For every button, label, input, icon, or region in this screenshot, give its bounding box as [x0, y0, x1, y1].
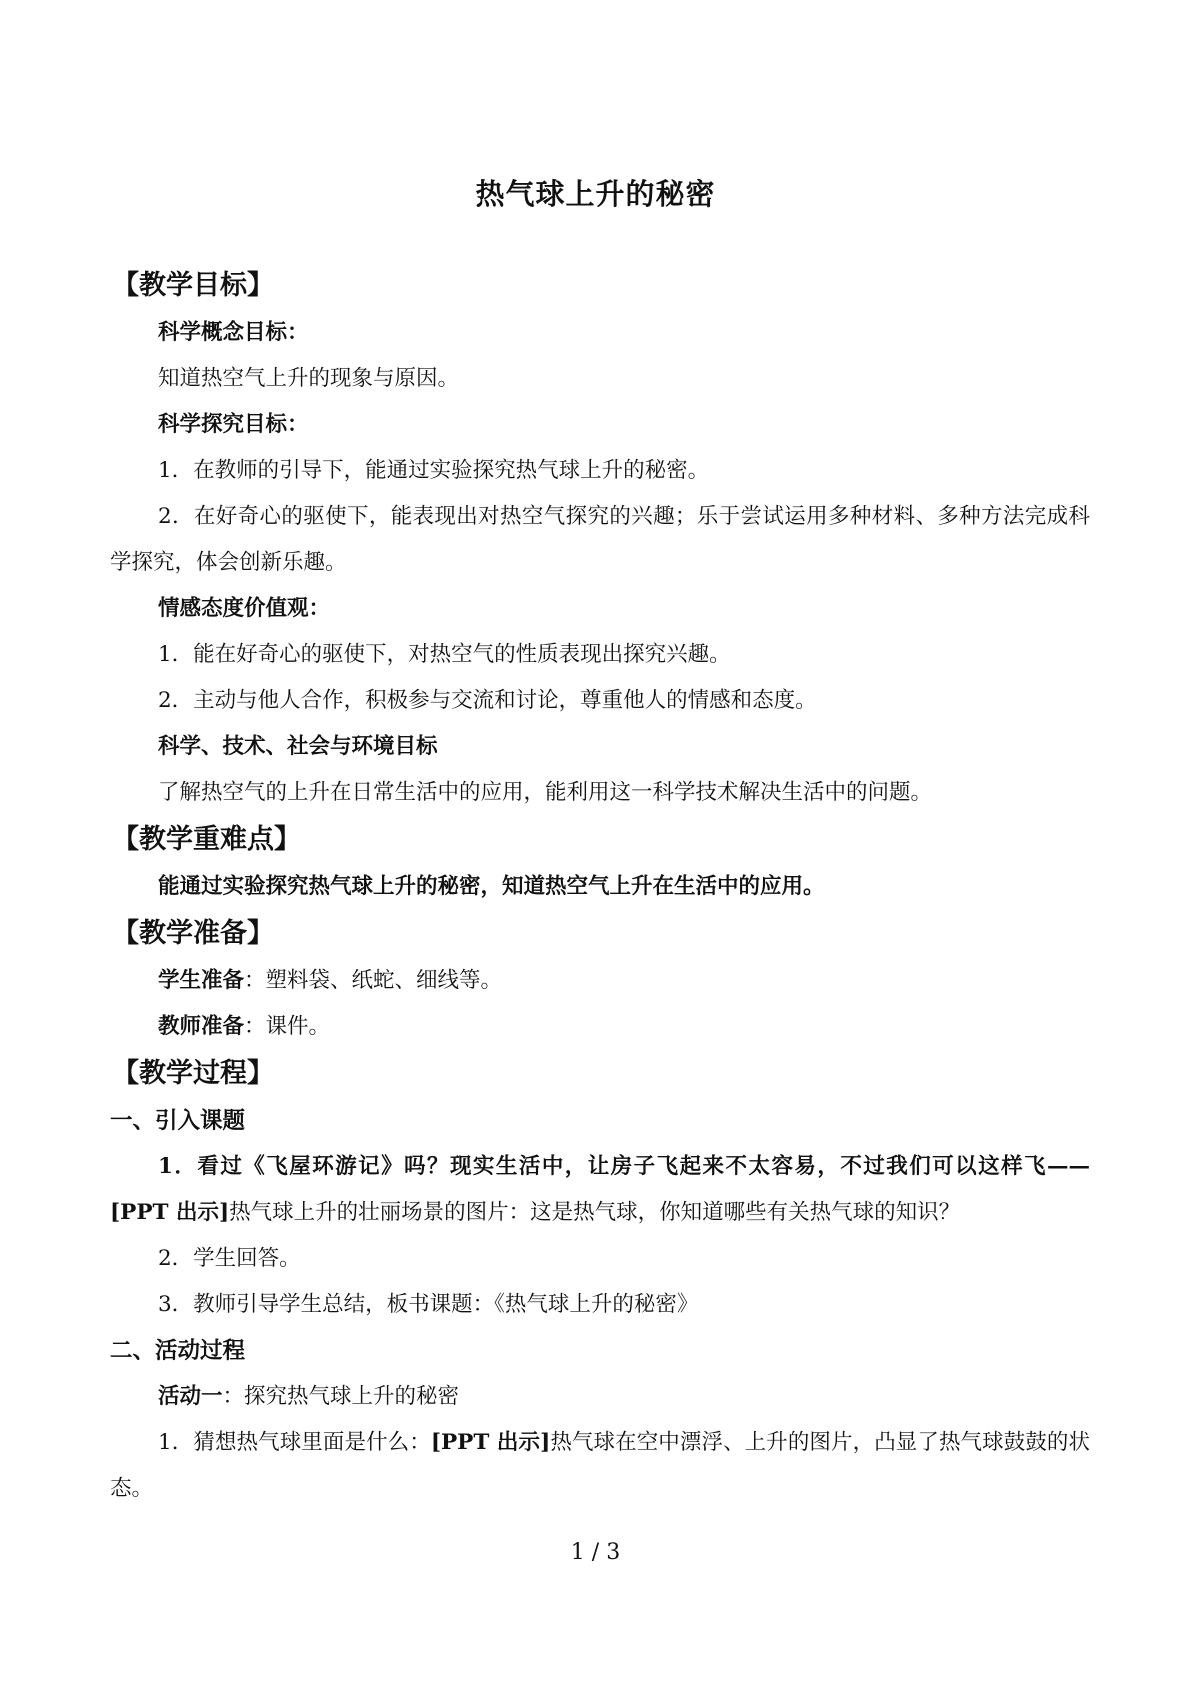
teacher-preparation: [110, 1004, 1090, 1050]
part1-item-1-bold: 1．看过《飞屋环游记》吗？现实生活中，让房子飞起来不太容易，不过我们可以这样飞——[PPT 出示]: [110, 1154, 1090, 1225]
activity1: [110, 1374, 1090, 1420]
page-number: 1 / 3: [570, 1540, 621, 1565]
document-body: [110, 262, 1090, 1512]
section-heading-key-points: 【教学重难点】: [112, 824, 301, 855]
attitude-item: 1．能在好奇心的驱使下，对热空气的性质表现出探究兴趣。: [158, 642, 731, 667]
attitude-item: 2．主动与他人合作，积极参与交流和讨论，尊重他人的情感和态度。: [158, 688, 817, 713]
activity1-item-1-a: 1．猜想热气球里面是什么：: [158, 1430, 431, 1455]
part1-item-1-rest: 热气球上升的壮丽场景的图片：这是热气球，你知道哪些有关热气球的知识？: [229, 1200, 961, 1225]
attitude-label: 情感态度价值观：: [158, 596, 331, 621]
teacher-preparation-label: 教师准备: [158, 1014, 245, 1039]
document-title: 热气球上升的秘密: [475, 177, 716, 211]
activity1-item-1: [110, 1420, 1090, 1512]
sts-label: 科学、技术、社会与环境目标: [158, 734, 438, 759]
inquiry-item: 1．在教师的引导下，能通过实验探究热气球上升的秘密。: [158, 458, 710, 483]
key-points-text: 能通过实验探究热气球上升的秘密，知道热空气上升在生活中的应用。: [158, 874, 825, 899]
activity1-item-1-bold: [PPT 出示]: [430, 1430, 551, 1455]
part2-heading: 二、活动过程: [110, 1338, 246, 1364]
part1-item-2: 2．学生回答。: [158, 1246, 301, 1271]
section-heading-preparation: 【教学准备】: [112, 918, 274, 949]
activity1-text: ：探究热气球上升的秘密: [222, 1384, 460, 1409]
activity1-item-1-b: 热气球在空中漂浮、上升的图片，凸显了热气球鼓鼓的状态。: [110, 1430, 1090, 1501]
inquiry-label: 科学探究目标：: [158, 412, 309, 437]
section-heading-objectives: 【教学目标】: [112, 270, 274, 301]
activity1-label: 活动一: [158, 1384, 223, 1409]
part1-heading: 一、引入课题: [110, 1108, 246, 1134]
inquiry-item: 2．在好奇心的驱使下，能表现出对热空气探究的兴趣；乐于尝试运用多种材料、多种方法完成科学探究，体会创新乐趣。: [110, 504, 1090, 575]
sts-text: 了解热空气的上升在日常生活中的应用，能利用这一科学技术解决生活中的问题。: [158, 780, 933, 805]
student-preparation-text: ：塑料袋、纸蛇、细线等。: [244, 968, 503, 993]
concept-label: 科学概念目标：: [158, 320, 309, 345]
student-preparation: [110, 958, 1090, 1004]
section-heading-process: 【教学过程】: [112, 1058, 274, 1089]
part1-item-3: 3．教师引导学生总结，板书课题：《热气球上升的秘密》: [158, 1292, 699, 1317]
student-preparation-label: 学生准备: [158, 968, 245, 993]
teacher-preparation-text: ：课件。: [244, 1014, 331, 1039]
part1-item-1: [110, 1144, 1090, 1236]
concept-text: 知道热空气上升的现象与原因。: [158, 366, 460, 391]
